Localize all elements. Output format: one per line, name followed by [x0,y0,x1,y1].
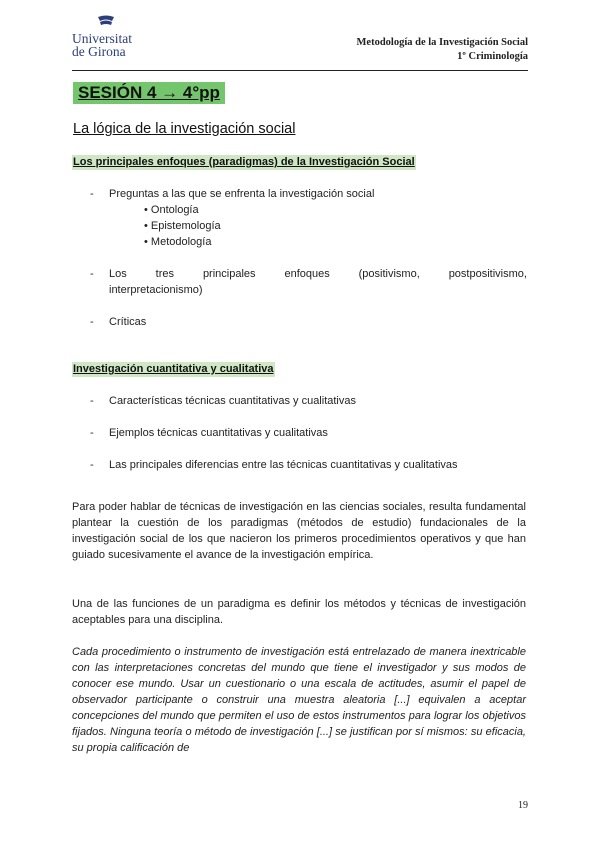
section-title: La lógica de la investigación social [73,121,296,137]
list-dash: - [90,316,94,328]
header-divider [72,70,528,71]
word: principales [202,268,256,280]
word: (positivismo, [358,268,420,280]
list-item-text: Características técnicas cuantitativas y cualitativas [109,395,356,407]
block2-heading: Investigación cuantitativa y cualitativa [73,363,274,375]
paragraph-1-text: Para poder hablar de técnicas de investigación en las ciencias sociales, resulta fundamental plantear la cuestión de los paradigmas (métodos de estudio) fundacionales de la investigación social de los que nacieron los primeros procedimientos operativos y que han guiado sucesivamente el avance de la investigación empírica. [72,501,526,561]
document-header [357,36,529,64]
word: postpositivismo, [448,268,527,280]
block1-heading: Los principales enfoques (paradigmas) de la Investigación Social [73,156,415,168]
word: Los [109,268,127,280]
list-dash: - [90,427,94,439]
list-item-text: Críticas [109,316,147,328]
quote-block [72,644,526,756]
sub-item-ontologia: • Ontología [144,204,199,216]
list-dash: - [90,188,94,200]
logo-line-1: Universitat [72,31,132,46]
paragraph-2 [72,596,526,628]
logo-line-2: de Girona [72,44,126,59]
page-number: 19 [518,800,528,811]
list-item-continuation: interpretacionismo) [109,284,203,296]
list-dash: - [90,268,94,280]
session-title: SESIÓN 4 → 4°pp [73,82,225,104]
course-subtitle: 1º Criminología [457,51,528,62]
list-item-text: Las principales diferencias entre las técnicas cuantitativas y cualitativas [109,459,458,471]
logo-text [72,32,152,58]
list-dash: - [90,459,94,471]
word: enfoques [284,268,330,280]
list-item-justified-line [109,267,527,282]
paragraph-2-text: Una de las funciones de un paradigma es definir los métodos y técnicas de investigación aceptables para una disciplina. [72,598,526,626]
university-logo [72,14,152,58]
list-item-text: Ejemplos técnicas cuantitativas y cualitativas [109,427,328,439]
sub-item-epistemologia: • Epistemología [144,220,221,232]
course-title: Metodología de la Investigación Social [356,37,528,48]
list-dash: - [90,395,94,407]
quote-text: Cada procedimiento o instrumento de investigación está entrelazado de manera inextricable con las interpretaciones concretas del mundo que tiene el investigador y sus modos de conocer ese mundo. Usar un cuestionario o una escala de actitudes, asumir el papel de observador participante o construir una muestra aleatoria [...] equivalen a aceptar concepciones del mundo que permiten el uso de estos instrumentos para lograr los objetivos fijados. Ninguna teoría o método de investigación [...] se justifican por sí mismos: su eficacia, su propia calificación de [72,646,526,754]
sub-item-metodologia: • Metodología [144,236,212,248]
logo-emblem-icon [97,15,115,27]
paragraph-1 [72,499,526,563]
word: tres [155,268,175,280]
list-item-text: Preguntas a las que se enfrenta la investigación social [109,188,375,200]
